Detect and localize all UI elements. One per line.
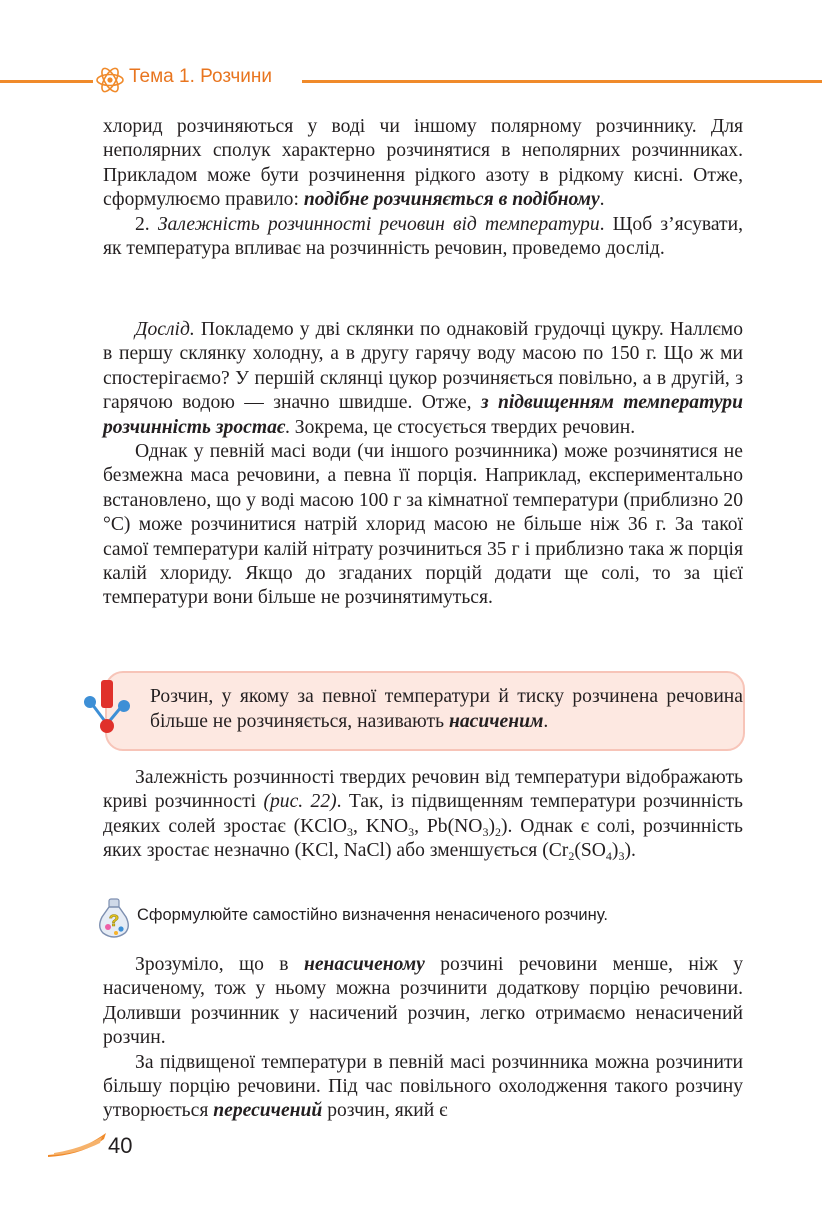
paragraph-text: . Щоб з’ясувати, як температура впливає на розчинність речовин, проведемо дослід. <box>103 213 743 260</box>
paragraph-text: Залежність розчинності твердих речовин від температури відображають криві розчинності <box>103 767 743 813</box>
paragraph-text: хлорид розчиняються у воді чи іншому полярному розчиннику. Для неполярних сполук характерно розчинятися в неполярних розчинниках. Прикладом може бути розчинення рідкого азоту в рідкому кисні. Отже, сформулюємо правило: <box>103 116 743 211</box>
text-block-3 <box>103 766 743 864</box>
paragraph-text: Покладемо у дві склянки по однаковій грудочці цукру. Наллємо в першу склянку холодну, а в другу гарячу воду масою по 150 г. Що ж ми спостерігаємо? У першій склянці цукор розчиняється повільно, а в другій, з гарячою водою — значно швидше. Отже, <box>103 319 743 414</box>
subscript: 2 <box>494 824 501 839</box>
subscript: 3 <box>408 824 415 839</box>
definition-text: . <box>543 711 549 732</box>
rule-like-dissolves-like: подібне розчиняється в подібному <box>303 189 600 211</box>
paragraph-text: (SO <box>574 840 606 862</box>
page-number: 40 <box>108 1133 133 1158</box>
subscript: 4 <box>605 849 612 864</box>
text-block-4 <box>103 953 743 1124</box>
subscript: 3 <box>346 824 353 839</box>
page-corner-swoosh-icon <box>48 1131 108 1157</box>
subscript: 3 <box>618 849 625 864</box>
atom-icon <box>94 64 126 96</box>
subscript: 3 <box>482 824 489 839</box>
definition-saturated-solution <box>150 684 743 734</box>
paragraph-text: . Так, із підвищенням температури розчинність деяких солей зростає (KClO <box>103 791 743 837</box>
definition-text: Розчин, у якому за певної температури й тиску розчинена речовина більше не розчиняється, називають <box>150 686 743 732</box>
question-prompt: Сформулюйте самостійно визначення ненасиченого розчину. <box>137 906 608 924</box>
svg-text:?: ? <box>108 911 120 930</box>
header-rule-left <box>0 80 93 83</box>
subheading-temperature-dependence: Залежність розчинності речовин від температури <box>157 213 600 235</box>
text-block-2 <box>103 318 743 611</box>
paragraph-text: , KNO <box>352 815 409 837</box>
paragraph-temperature-heading <box>103 213 743 262</box>
paragraph-limited-solubility: Однак у певній масі води (чи іншого розчинника) може розчинятися не безмежна маса речовини, а певна її порція. Наприклад, експериментально встановлено, що у воді масою 100 г за кімнатної температури (приблизно 20 °С) може розчинитися натрій хлорид масою не більше ніж 36 г. За такої самої температури калій нітрату розчиниться 35 г і приблизно така ж порція калій хлориду. Якщо до згаданих порцій додати ще солі, то за цієї температури вони більше не розчинятимуться. <box>103 441 743 609</box>
question-flask-icon <box>95 897 133 939</box>
header-rule-right <box>302 80 822 83</box>
paragraph-text: 2. <box>135 213 158 235</box>
paragraph-text: За підвищеної температури в певній масі розчинника можна розчинити більшу порцію речовини. Під час повільного охолодження такого розчину утворюється <box>103 1051 743 1122</box>
paragraph-text: ). <box>624 840 636 862</box>
paragraph-text: . <box>599 189 605 211</box>
paragraph-solubility-curves <box>103 766 743 864</box>
paragraph-text: ) <box>611 840 619 862</box>
paragraph-text: ) <box>488 815 495 837</box>
molecule-exclamation-icon <box>80 676 132 738</box>
paragraph-polar-solvents <box>103 115 743 213</box>
rule-solubility-increases: з підвищенням температури розчинність зростає <box>103 392 743 438</box>
paragraph-supersaturated <box>103 1051 743 1124</box>
text-block-1 <box>103 115 743 261</box>
figure-reference: (рис. 22) <box>263 791 337 813</box>
paragraph-unsaturated <box>103 953 743 1051</box>
chapter-title: Тема 1. Розчини <box>129 66 273 87</box>
paragraph-experiment <box>103 318 743 440</box>
term-unsaturated: ненасиченому <box>303 954 425 975</box>
paragraph-text: , Pb(NO <box>414 815 483 837</box>
term-supersaturated: пересичений <box>213 1100 323 1122</box>
paragraph-text: ). Однак є солі, розчинність яких зростає незначно (KCl, NaCl) або зменшується (Cr <box>103 815 743 862</box>
term-saturated: насиченим <box>448 711 544 732</box>
subscript: 2 <box>568 849 575 864</box>
experiment-label: Дослід. <box>135 319 195 340</box>
paragraph-text: Зрозуміло, що в <box>135 954 304 975</box>
paragraph-text: . Зокрема, це стосується твердих речовин. <box>285 416 636 438</box>
paragraph-text: розчин, який є <box>322 1100 448 1122</box>
paragraph-text: розчині речовини менше, ніж у насиченому, тож у ньому можна розчинити додаткову порцію речовини. Доливши розчинник у насичений розчин, легко отримаємо ненасичений розчин. <box>103 954 743 1049</box>
